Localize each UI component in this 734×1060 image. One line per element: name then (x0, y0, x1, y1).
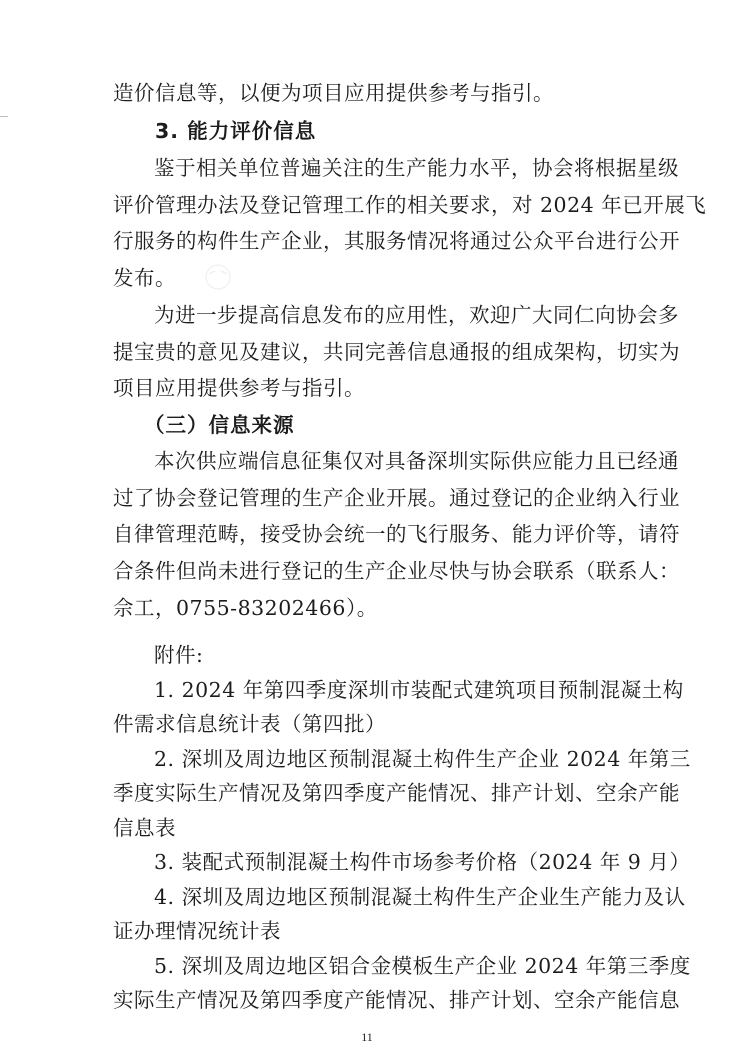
scan-edge-mark (0, 116, 8, 117)
body-text-line: 过了协会登记管理的生产企业开展。通过登记的企业纳入行业 (113, 486, 680, 510)
body-text-line: 自律管理范畴，接受协会统一的飞行服务、能力评价等，请符 (113, 522, 680, 546)
page-number: 11 (361, 1030, 373, 1044)
body-text-line: 发布。 (113, 266, 176, 290)
body-text-line: 造价信息等，以便为项目应用提供参考与指引。 (113, 81, 554, 105)
body-text-line: 提宝贵的意见及建议，共同完善信息通报的组成架构，切实为 (113, 340, 680, 364)
body-text-line: 合条件但尚未进行登记的生产企业尽快与协会联系（联系人： (113, 559, 680, 583)
section-heading-ability-evaluation: 3. 能力评价信息 (155, 119, 317, 143)
attachment-item-line: 1. 2024 年第四季度深圳市装配式建筑项目预制混凝土构 (154, 678, 684, 702)
body-text-line: 为进一步提高信息发布的应用性，欢迎广大同仁向协会多 (154, 303, 679, 327)
body-text-line: 本次供应端信息征集仅对具备深圳实际供应能力且已经通 (154, 449, 679, 473)
body-text-line: 项目应用提供参考与指引。 (113, 376, 365, 400)
body-text-line: 行服务的构件生产企业，其服务情况将通过公众平台进行公开 (113, 229, 680, 253)
faint-seal-mark (195, 262, 241, 292)
attachment-item-line: 3. 装配式预制混凝土构件市场参考价格（2024 年 9 月） (154, 850, 691, 874)
attachment-item-line: 5. 深圳及周边地区铝合金模板生产企业 2024 年第三季度 (154, 954, 691, 978)
attachment-item-line: 信息表 (113, 816, 176, 840)
body-text-line: 鉴于相关单位普遍关注的生产能力水平，协会将根据星级 (154, 156, 679, 180)
body-text-line: 佘工，0755-83202466）。 (113, 596, 378, 620)
section-heading-information-source: （三）信息来源 (144, 413, 295, 437)
attachment-item-line: 4. 深圳及周边地区预制混凝土构件生产企业生产能力及认 (154, 885, 686, 909)
attachment-item-line: 证办理情况统计表 (113, 919, 281, 943)
attachment-item-line: 季度实际生产情况及第四季度产能情况、排产计划、空余产能 (113, 781, 680, 805)
attachment-item-line: 件需求信息统计表（第四批） (113, 712, 386, 736)
attachment-item-line: 2. 深圳及周边地区预制混凝土构件生产企业 2024 年第三 (154, 747, 691, 771)
attachment-item-line: 实际生产情况及第四季度产能情况、排产计划、空余产能信息 (113, 988, 680, 1012)
attachments-label: 附件: (154, 643, 204, 667)
body-text-line: 评价管理办法及登记管理工作的相关要求，对 2024 年已开展飞 (113, 193, 707, 217)
